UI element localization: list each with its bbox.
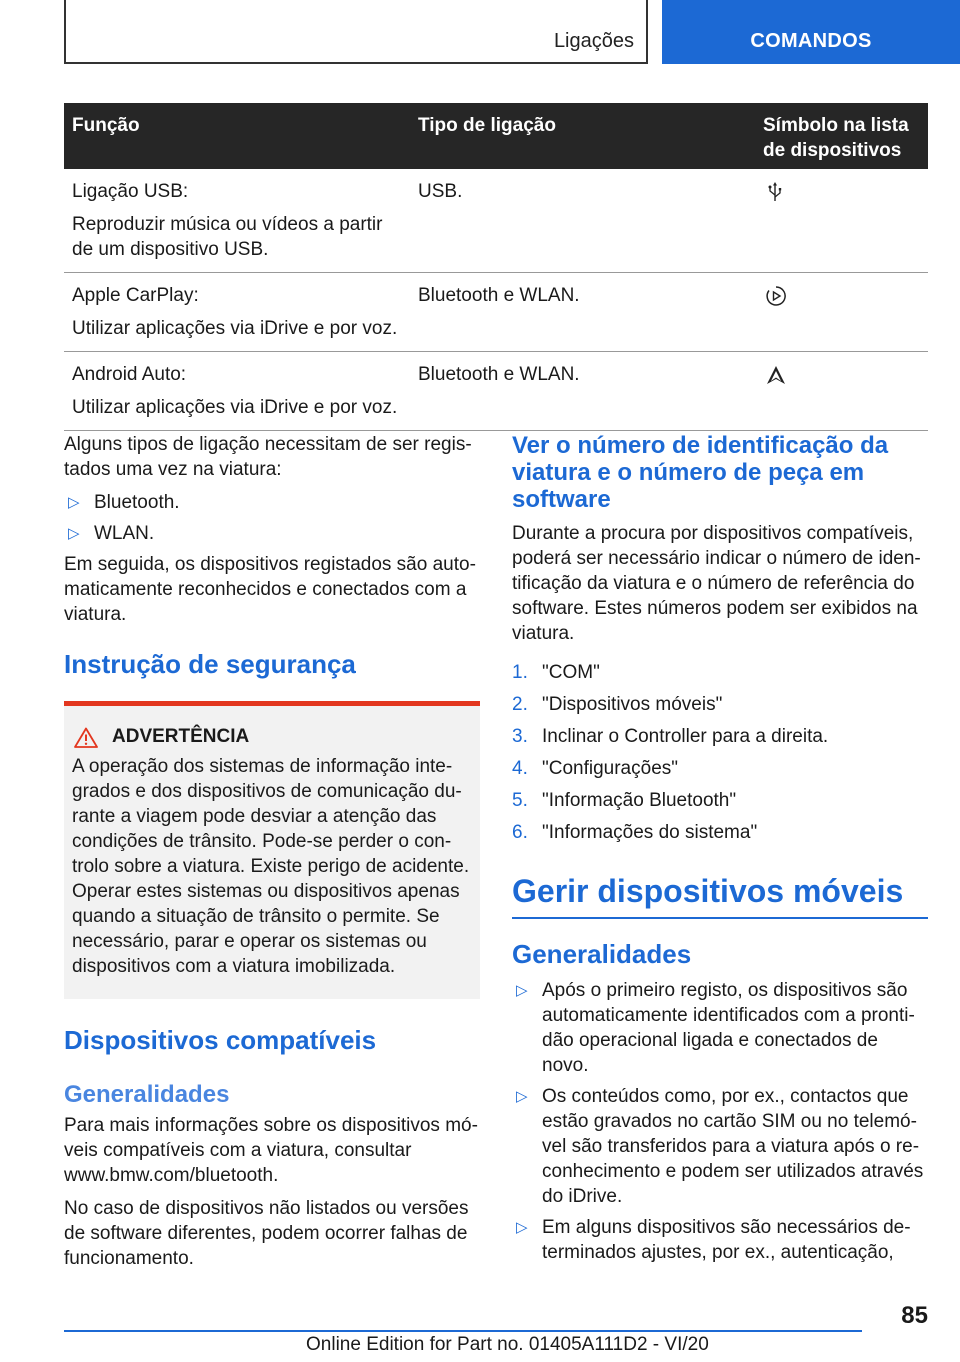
registration-list [64,490,480,546]
step-number: 3. [512,726,528,747]
list-item [512,1084,928,1209]
general-heading-right: Generalidades [512,939,692,969]
table-header-type: Tipo de ligação [410,103,755,169]
android-auto-icon [765,364,787,386]
table-cell-symbol [755,352,928,431]
usb-icon [767,181,783,203]
list-item [512,724,928,749]
function-title: Ligação USB: [72,181,189,202]
left-column [64,432,480,1279]
table-cell-function [64,352,410,431]
table-row [64,352,928,431]
table-row [64,169,928,273]
bullet-marker: ▷ [516,1088,528,1105]
footer-rule [64,1330,862,1332]
warning-title: ADVERTÊNCIA [112,726,250,747]
table-cell-symbol [755,273,928,352]
step-text: "Informações do sistema" [542,822,758,843]
carplay-icon [765,285,787,307]
warning-box [64,701,480,999]
page-number: 85 [901,1302,928,1329]
step-number: 6. [512,822,528,843]
step-text: Inclinar o Controller para a direita. [542,726,829,747]
header-chapter-box [64,0,648,64]
table-cell-function [64,273,410,352]
registration-after: Em seguida, os dispositivos registados são automaticamente reconhecidos e conectados com a viatura. [64,554,476,625]
function-description: Utilizar aplicações via iDrive e por voz. [72,397,398,418]
header-chapter: Ligações [553,30,634,52]
table-row [64,273,928,352]
function-description: Reproduzir música ou vídeos a partir de um dispositivo USB. [72,214,383,260]
identification-heading: Ver o número de identificação da viatura e o número de peça em software [512,432,889,513]
step-text: "Dispositivos móveis" [542,694,723,715]
header-section-tab [662,0,960,64]
list-item [512,756,928,781]
table-header-symbol: Símbolo na lista de dispositivos [755,103,928,169]
connection-table [64,103,928,431]
list-item-text: WLAN. [94,523,155,544]
table-cell-type: USB. [410,169,755,273]
manage-list [512,978,928,1265]
list-item [512,1215,928,1265]
table-cell-type: Bluetooth e WLAN. [410,273,755,352]
general-paragraph-1: Para mais informações sobre os dispositivos móveis compatíveis com a viatura, consultar www.bmw.com/bluetooth. [64,1115,478,1186]
right-column [512,432,928,1271]
step-number: 4. [512,758,528,779]
function-title: Apple CarPlay: [72,285,199,306]
manage-devices-heading: Gerir dispositivos móveis [512,873,928,919]
registration-intro: Alguns tipos de ligação necessitam de ser registados uma vez na viatura: [64,434,472,480]
list-item-text: Após o primeiro registo, os dispositivos são automaticamente identificados com a prontidão operacional ligada e conectados de novo. [542,980,915,1076]
list-item [64,490,480,515]
table-header-function: Função [64,103,410,169]
table-cell-type: Bluetooth e WLAN. [410,352,755,431]
warning-text: A operação dos sistemas de informação integrados e dos dispositivos de comunicação durante a viagem pode desviar a atenção das condições de trânsito. Pode-se perder o controlo sobre a viatura. Existe perigo de acidente. Operar estes sistemas ou dispositivos apenas quando a situação de trânsito o permite. Se necessário, parar e operar os sistemas ou dispositivos com a viatura imobilizada. [72,756,470,977]
list-item [512,820,928,845]
step-text: "COM" [542,662,600,683]
bullet-marker: ▷ [516,1219,528,1236]
list-item [512,692,928,717]
list-item [512,788,928,813]
bullet-marker: ▷ [68,525,80,542]
bullet-marker: ▷ [68,494,80,511]
warning-triangle-icon [74,727,98,748]
compatible-devices-heading: Dispositivos compatíveis [64,1025,377,1055]
identification-text: Durante a procura por dispositivos compatíveis, poderá ser necessário indicar o número de identificação da viatura e o número de referência do software. Estes números podem ser exibidos na viatura. [512,523,921,644]
step-text: "Configurações" [542,758,679,779]
header-section: COMANDOS [750,30,872,52]
footer-edition: Online Edition for Part no. 01405A111D2 - VI/20 [306,1334,709,1355]
function-title: Android Auto: [72,364,187,385]
table-cell-function [64,169,410,273]
step-number: 1. [512,662,528,683]
general-heading-left: Generalidades [64,1081,230,1108]
list-item-text: Os conteúdos como, por ex., contactos que estão gravados no cartão SIM ou no telemóvel são transferidos para a viatura após o reconhecimento e podem ser utilizados através do iDrive. [542,1086,924,1207]
warning-title-row [72,726,470,748]
function-description: Utilizar aplicações via iDrive e por voz. [72,318,398,339]
list-item-text: Bluetooth. [94,492,180,513]
step-number: 5. [512,790,528,811]
table-header-row [64,103,928,169]
list-item-text: Em alguns dispositivos são necessários determinados ajustes, por ex., autenticação, [542,1217,911,1263]
steps-list [512,660,928,845]
general-paragraph-2: No caso de dispositivos não listados ou versões de software diferentes, podem ocorrer falhas de funcionamento. [64,1198,469,1269]
list-item [64,521,480,546]
bullet-marker: ▷ [516,982,528,999]
list-item [512,978,928,1078]
safety-heading: Instrução de segurança [64,649,356,679]
list-item [512,660,928,685]
table-cell-symbol [755,169,928,273]
step-text: "Informação Bluetooth" [542,790,737,811]
step-number: 2. [512,694,528,715]
